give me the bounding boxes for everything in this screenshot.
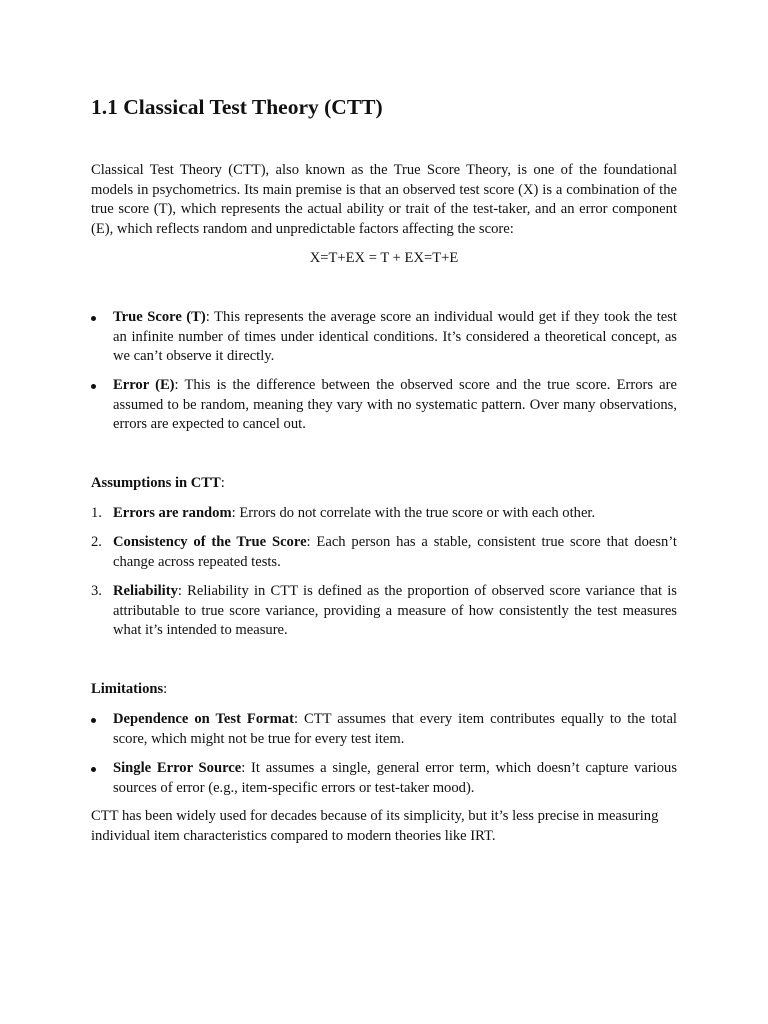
list-item-test-format	[91, 710, 677, 749]
term-label: True Score (T)	[113, 309, 206, 325]
term-description: : This represents the average score an individual would get if they took the test an infinite number of times under identical conditions. It’s considered a theoretical concept, as we can’t observe it directly.	[113, 309, 677, 364]
section-heading-label: Limitations	[91, 681, 164, 697]
bullet-icon	[91, 767, 96, 772]
term-label: Single Error Source	[113, 760, 242, 776]
list-item-error	[91, 376, 677, 435]
conclusion-paragraph: CTT has been widely used for decades because of its simplicity, but it’s less precise in measuring individual item characteristics compared to modern theories like IRT.	[91, 808, 659, 844]
numbered-item-errors-random	[91, 504, 677, 524]
list-number: 3.	[91, 583, 102, 599]
formula: X=T+EX = T + EX=T+E	[309, 250, 459, 266]
list-item-single-error	[91, 759, 677, 798]
bullet-icon	[91, 384, 96, 389]
term-description: : It assumes a single, general error term, which doesn’t capture various sources of error (e.g., item-specific errors or test-taker mood).	[113, 760, 678, 796]
page-title: 1.1 Classical Test Theory (CTT)	[91, 95, 383, 119]
numbered-item-consistency	[91, 533, 677, 572]
term-label: Error (E)	[113, 377, 175, 393]
term-description: : This is the difference between the observed score and the true score. Errors are assumed to be random, meaning they vary with no systematic pattern. Over many observations, errors are expected to cancel out.	[113, 377, 678, 432]
list-number: 2.	[91, 534, 102, 550]
term-description: : Each person has a stable, consistent true score that doesn’t change across repeated tests.	[113, 534, 677, 570]
term-label: Dependence on Test Format	[113, 711, 294, 727]
term-label: Errors are random	[113, 505, 232, 521]
heading-suffix: :	[220, 475, 225, 491]
section-heading-limitations	[91, 680, 677, 700]
list-item-true-score	[91, 308, 677, 367]
intro-paragraph: Classical Test Theory (CTT), also known as the True Score Theory, is one of the foundational models in psychometrics. Its main premise is that an observed test score (X) is a combination of the true score (T), which represents the actual ability or trait of the test-taker, and an error component (E), which reflects random and unpredictable factors affecting the score:	[91, 162, 677, 237]
section-heading-assumptions	[91, 474, 677, 494]
term-description: : CTT assumes that every item contributes equally to the total score, which might not be true for every test item.	[113, 711, 677, 747]
term-label: Consistency of the True Score	[113, 534, 307, 550]
list-number: 1.	[91, 505, 102, 521]
term-description: : Reliability in CTT is defined as the proportion of observed score variance that is attributable to true score variance, providing a measure of how consistently the test measures what it’s intended to measure.	[113, 583, 677, 638]
numbered-item-reliability	[91, 582, 677, 641]
term-label: Reliability	[113, 583, 178, 599]
section-heading-label: Assumptions in CTT	[91, 475, 221, 491]
bullet-icon	[91, 718, 96, 723]
term-description: : Errors do not correlate with the true score or with each other.	[231, 505, 596, 521]
heading-suffix: :	[163, 681, 168, 697]
bullet-icon	[91, 316, 96, 321]
